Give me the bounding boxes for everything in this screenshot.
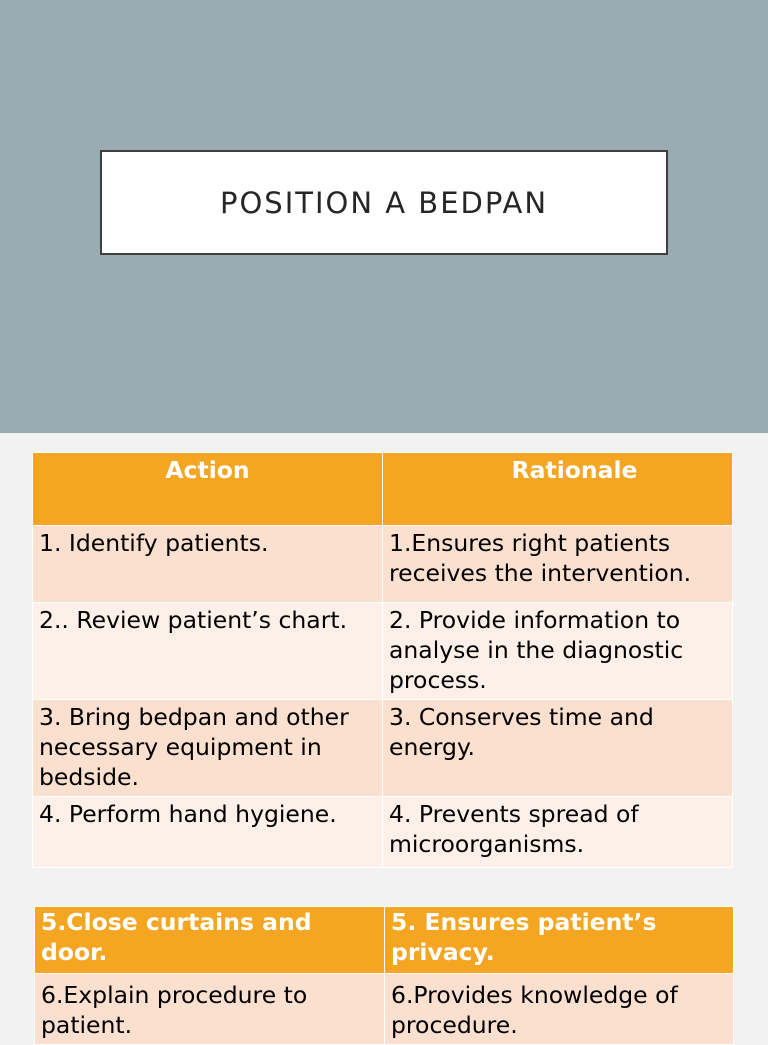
- action-rationale-table: [32, 452, 733, 868]
- table-row: [33, 526, 733, 603]
- rationale-cell: 1.Ensures right patients receives the intervention.: [383, 526, 733, 603]
- action-cell: 1. Identify patients.: [33, 526, 383, 603]
- rationale-cell: 5. Ensures patient’s privacy.: [385, 907, 734, 974]
- rationale-cell: 3. Conserves time and energy.: [383, 700, 733, 797]
- table-header-row: [33, 453, 733, 526]
- rationale-cell: 6.Provides knowledge of procedure.: [385, 974, 734, 1045]
- rationale-cell: 2. Provide information to analyse in the diagnostic process.: [383, 603, 733, 700]
- action-cell: 4. Perform hand hygiene.: [33, 797, 383, 868]
- table-row: [33, 700, 733, 797]
- slide-header-band: [0, 0, 768, 433]
- action-cell: 2.. Review patient’s chart.: [33, 603, 383, 700]
- table-row: [35, 907, 734, 974]
- action-cell: 5.Close curtains and door.: [35, 907, 385, 974]
- rationale-cell: 4. Prevents spread of microorganisms.: [383, 797, 733, 868]
- continued-table: [34, 906, 734, 1045]
- header-rationale: Rationale: [383, 453, 733, 526]
- action-cell: 6.Explain procedure to patient.: [35, 974, 385, 1045]
- slide-title: POSITION A BEDPAN: [219, 185, 549, 220]
- title-box: [100, 150, 668, 255]
- table-row: [33, 603, 733, 700]
- action-cell: 3. Bring bedpan and other necessary equipment in bedside.: [33, 700, 383, 797]
- header-action: Action: [33, 453, 383, 526]
- table-row: [33, 797, 733, 868]
- table-row: [35, 974, 734, 1045]
